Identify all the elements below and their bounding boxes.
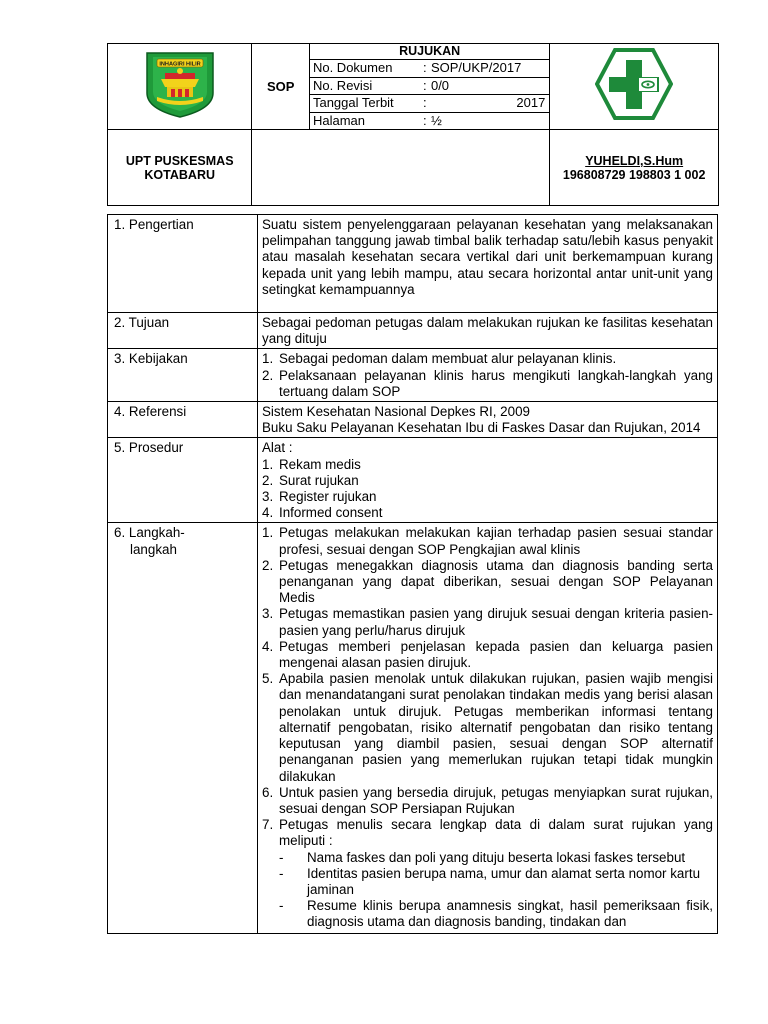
meta-colon: : (422, 77, 427, 93)
list-item: 6. Untuk pasien yang bersedia dirujuk, petugas menyiapkan surat rujukan, sesuai dengan SOP Persiapan Rujukan (262, 784, 713, 816)
alat-heading: Alat : (262, 440, 293, 456)
meta-row-no-revisi (310, 78, 549, 96)
blank-header-cell (252, 130, 550, 206)
meta-key: No. Dokumen (312, 60, 393, 75)
signer-nip: 196808729 198803 1 002 (562, 167, 706, 182)
document-title: RUJUKAN (310, 44, 549, 60)
meta-row-halaman (310, 113, 549, 130)
list-item: 2. Surat rujukan (262, 472, 359, 488)
list-item: 3. Petugas memastikan pasien yang dirujuk sesuai dengan kriteria pasien-pasien yang perlu/harus dirujuk (262, 606, 713, 638)
signer-name: YUHELDI,S.Hum (585, 153, 684, 168)
section-body (258, 438, 718, 523)
reference-2: Buku Saku Pelayanan Kesehatan Ibu di Faskes Dasar dan Rujukan, 2014 (262, 420, 701, 436)
list-item: 1. Rekam medis (262, 456, 361, 472)
emblem-banner-text: INHAGIRI HILIR (159, 61, 201, 68)
document-meta (309, 44, 549, 130)
list-item: 1. Sebagai pedoman dalam membuat alur pelayanan klinis. (262, 351, 617, 367)
list-item: 5. Apabila pasien menolak untuk dilakukan rujukan, pasien wajib mengisi dan menandatangani surat penolakan tindakan medis yang berisi alasan penolakan untuk dirujuk. Petugas memberikan informasi tentang alternatif pengobatan, risiko alternatif pengobatan dan risiko tentang keputusan yang diambil pasien, sesuai dengan SOP alternatif penanganan pasien yang memerlukan rujukan tetapi tidak mungkin dilakukan (262, 671, 713, 784)
meta-value: 0/0 (430, 77, 450, 93)
list-item: 7. Petugas menulis secara lengkap data di dalam surat rujukan yang meliputi : (262, 817, 713, 849)
meta-colon: : (422, 95, 427, 111)
meta-colon: : (422, 112, 427, 128)
row-tujuan (108, 313, 718, 349)
section-body (258, 523, 718, 933)
meta-value: SOP/UKP/2017 (430, 60, 522, 75)
section-label: 6. Langkah- langkah (108, 523, 258, 933)
meta-colon: : (422, 60, 427, 75)
list-item: 4. Informed consent (262, 505, 383, 521)
signature-block (550, 130, 719, 206)
row-prosedur (108, 438, 718, 523)
sop-label: SOP (252, 44, 310, 130)
reference-1: Sistem Kesehatan Nasional Depkes RI, 2009 (262, 404, 530, 420)
section-label: 3. Kebijakan (108, 349, 258, 402)
meta-value: ½ (430, 112, 442, 128)
row-pengertian (108, 215, 718, 313)
row-langkah (108, 523, 718, 933)
meta-row-no-dokumen (310, 60, 549, 78)
row-kebijakan (108, 349, 718, 402)
meta-key: No. Revisi (312, 77, 373, 93)
meta-value: 2017 (516, 95, 546, 111)
list-item: 3. Register rujukan (262, 489, 377, 505)
sop-content-table (107, 214, 718, 934)
section-text: Suatu sistem penyelenggaraan pelayanan kesehatan yang melaksanakan pelimpahan tanggung jawab timbal balik terhadap satu/lebih kasus penyakit atau masalah kesehatan secara vertikal dari unit berkemampuan kurang kepada unit yang lebih mampu, atau secara horizontal antar unit-unit yang setingkat kemampuannya (258, 215, 718, 313)
section-body (258, 402, 718, 438)
org-line-1: UPT PUSKESMAS (125, 153, 234, 168)
sop-header-table (107, 43, 719, 206)
puskesmas-cross-icon (595, 48, 673, 120)
section-body (258, 349, 718, 402)
section-label: 2. Tujuan (108, 313, 258, 349)
section-label: 1. Pengertian (108, 215, 258, 313)
list-item: 4. Petugas memberi penjelasan kepada pasien dan keluarga pasien mengenai alasan pasien dirujuk. (262, 638, 713, 671)
meta-row-tanggal-terbit (310, 95, 549, 113)
section-label: 4. Referensi (108, 402, 258, 438)
list-item: 1. Petugas melakukan melakukan kajian terhadap pasien sesuai standar profesi, sesuai dengan SOP Pengkajian awal klinis (262, 525, 713, 557)
row-referensi (108, 402, 718, 438)
org-line-2: KOTABARU (144, 167, 215, 182)
kabupaten-emblem-icon (143, 49, 217, 119)
section-label: 5. Prosedur (108, 438, 258, 523)
organization-name (108, 130, 252, 206)
sub-list-item: - Resume klinis berupa anamnesis singkat, hasil pemeriksaan fisik, diagnosis utama dan diagnosis banding, tindakan dan (279, 898, 713, 930)
section-text: Sebagai pedoman petugas dalam melakukan rujukan ke fasilitas kesehatan yang dituju (258, 313, 718, 349)
right-logo-cell (550, 44, 719, 130)
list-item: 2. Petugas menegakkan diagnosis utama dan diagnosis banding serta penanganan yang dapat diberikan, sesuai dengan SOP Pelayanan Medis (262, 557, 713, 606)
meta-key: Halaman (312, 112, 365, 128)
sub-list-item: - Nama faskes dan poli yang dituju beserta lokasi faskes tersebut (279, 849, 686, 865)
list-item: 2. Pelaksanaan pelayanan klinis harus mengikuti langkah-langkah yang tertuang dalam SOP (262, 367, 713, 399)
sub-list-item: - Identitas pasien berupa nama, umur dan alamat serta nomor kartu jaminan (279, 865, 701, 897)
meta-key: Tanggal Terbit (312, 95, 394, 111)
left-logo-cell (108, 44, 252, 130)
